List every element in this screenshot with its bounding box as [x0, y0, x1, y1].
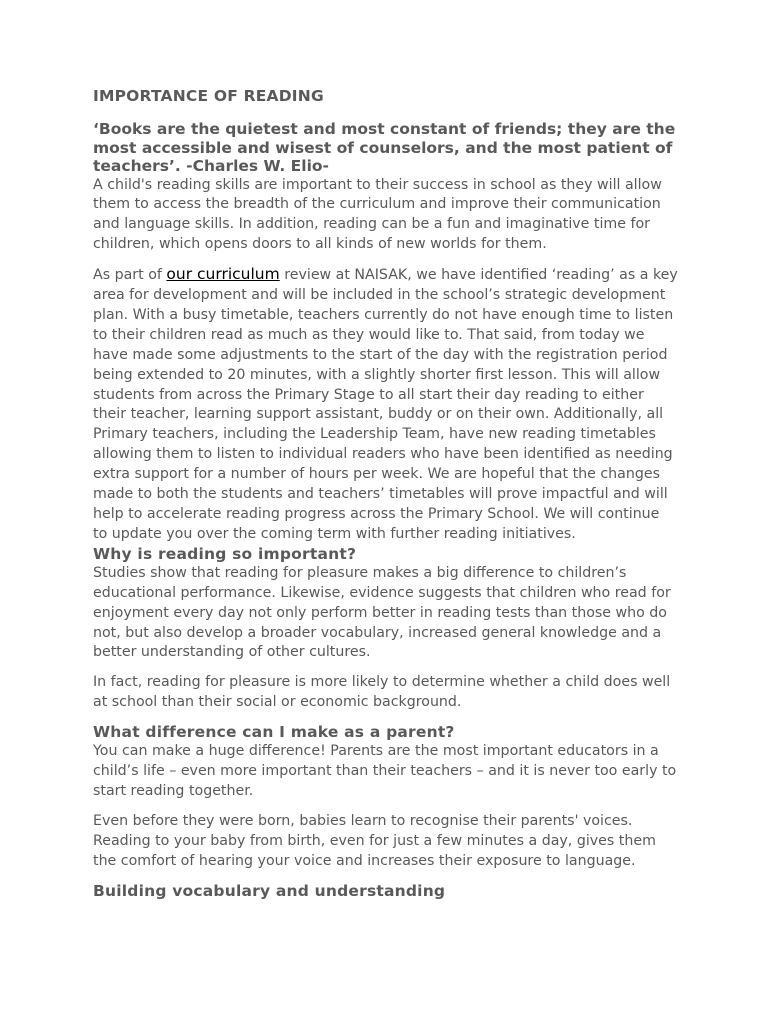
why-paragraph-2: In fact, reading for pleasure is more likely to determine whether a child does well at school than their social or economic background. — [93, 674, 671, 711]
our-curriculum-link[interactable]: our curriculum — [166, 265, 280, 284]
document-page — [93, 86, 678, 901]
curriculum-body: review at NAISAK, we have identified ‘reading’ as a key area for development and will be included in the school’s strategic development plan. With a busy timetable, teachers currently do not have enough time to listen to their children read as much as they would like to. That said, from today we have made some adjustments to the start of the day with the registration period being extended to 20 minutes, with a slightly shorter first lesson. This will allow students from across the Primary Stage to all start their day reading to either their teacher, learning support assistant, buddy or on their own. Additionally, all Primary teachers, including the Leadership Team, have new reading timetables allowing them to listen to individual readers who have been identified as needing extra support for a number of hours per week. We are hopeful that the changes made to both the students and teachers’ timetables will prove impactful and will help to accelerate reading progress across the Primary School. We will continue to update you over the coming term with further reading initiatives. — [93, 267, 678, 542]
why-reading-heading: Why is reading so important? — [93, 544, 357, 563]
vocabulary-heading: Building vocabulary and understanding — [93, 881, 446, 900]
parent-difference-heading: What difference can I make as a parent? — [93, 723, 455, 742]
parent-paragraph-2: Even before they were born, babies learn to recognise their parents' voices. Reading to your baby from birth, even for just a few minutes a day, gives them the comfort of hearing your voice and increases their exposure to language. — [93, 812, 656, 869]
why-paragraph-1: Studies show that reading for pleasure makes a big difference to children’s educational performance. Likewise, evidence suggests that children who read for enjoyment every day not only perform better in reading tests than those who do not, but also develop a broader vocabulary, increased general knowledge and a better understanding of other cultures. — [93, 564, 671, 661]
opening-quote: ‘Books are the quietest and most constant of friends; they are the most accessible and wisest of counselors, and the most patient of teachers’. -Charles W. Elio- — [93, 120, 676, 175]
document-title: IMPORTANCE OF READING — [93, 87, 324, 105]
intro-paragraph: A child's reading skills are important to their success in school as they will allow them to access the breadth of the curriculum and improve their communication and language skills. In addition, reading can be a fun and imaginative time for children, which opens doors to all kinds of new worlds for them. — [93, 176, 662, 253]
curriculum-prefix: As part of — [93, 267, 167, 284]
parent-paragraph-1: You can make a huge difference! Parents are the most important educators in a child’s life – even more important than their teachers – and it is never too early to start reading together. — [93, 743, 677, 799]
curriculum-paragraph — [93, 265, 678, 545]
